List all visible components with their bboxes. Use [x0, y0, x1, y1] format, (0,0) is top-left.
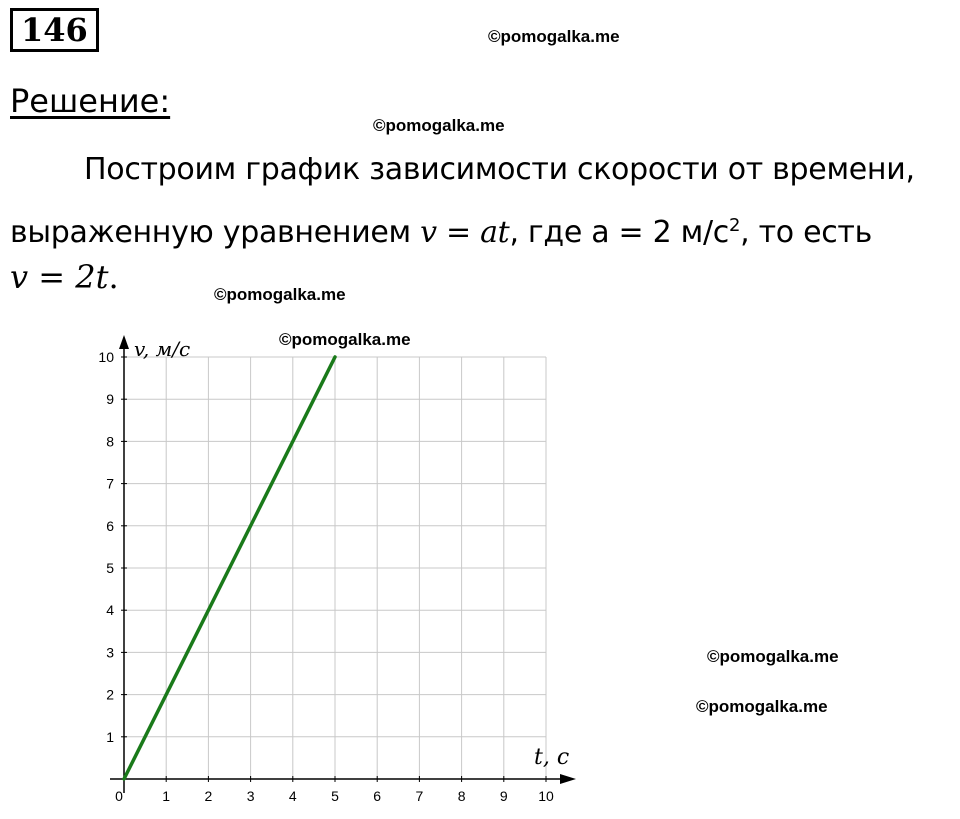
y-tick-label: 10 — [98, 349, 114, 365]
chart-ticks — [98, 349, 554, 804]
x-tick-label: 8 — [457, 788, 466, 804]
paragraph-text-3: , то есть — [740, 215, 872, 250]
x-tick-label: 10 — [538, 788, 554, 804]
watermark: ©pomogalka.me — [373, 116, 505, 135]
x-tick-label: 0 — [115, 788, 123, 804]
x-tick-label: 3 — [246, 788, 255, 804]
x-tick-label: 4 — [288, 788, 297, 804]
y-tick-label: 3 — [106, 644, 114, 661]
chart-grid — [124, 357, 546, 779]
y-tick-label: 7 — [106, 475, 114, 492]
paragraph-superscript: 2 — [728, 215, 741, 236]
x-tick-label: 7 — [415, 788, 424, 804]
y-tick-label: 1 — [106, 728, 114, 745]
x-axis-label: t, c — [534, 745, 570, 770]
formula-period: . — [108, 258, 119, 296]
watermark: ©pomogalka.me — [214, 285, 346, 304]
y-tick-label: 4 — [106, 602, 114, 619]
equation-v-at: v = at — [420, 215, 510, 250]
x-tick-label: 5 — [331, 788, 339, 804]
y-tick-label: 8 — [106, 433, 114, 450]
problem-number: 146 — [10, 8, 99, 52]
paragraph-text-1: Построим график зависимости скорости от времени, выраженную уравнением — [10, 152, 915, 250]
solution-heading: Решение: — [10, 82, 171, 120]
chart-axes — [110, 335, 576, 793]
y-tick-label: 6 — [106, 517, 114, 534]
paragraph-text-2: , где а = 2 м/с — [509, 215, 729, 250]
y-tick-label: 2 — [106, 686, 114, 703]
watermark: ©pomogalka.me — [488, 27, 620, 46]
y-tick-label: 5 — [106, 560, 114, 576]
y-axis-arrow — [119, 335, 129, 349]
x-tick-label: 2 — [204, 788, 213, 804]
x-tick-label: 9 — [499, 788, 508, 804]
x-tick-label: 1 — [162, 788, 171, 804]
formula-v-2t: v = 2t — [10, 258, 109, 296]
x-tick-label: 6 — [373, 788, 382, 804]
x-axis-arrow — [560, 774, 576, 784]
watermark: ©pomogalka.me — [707, 647, 839, 666]
y-axis-label: v, м/с — [134, 337, 191, 361]
watermark: ©pomogalka.me — [696, 697, 828, 716]
y-tick-label: 9 — [106, 391, 114, 408]
watermark: ©pomogalka.me — [279, 330, 411, 349]
